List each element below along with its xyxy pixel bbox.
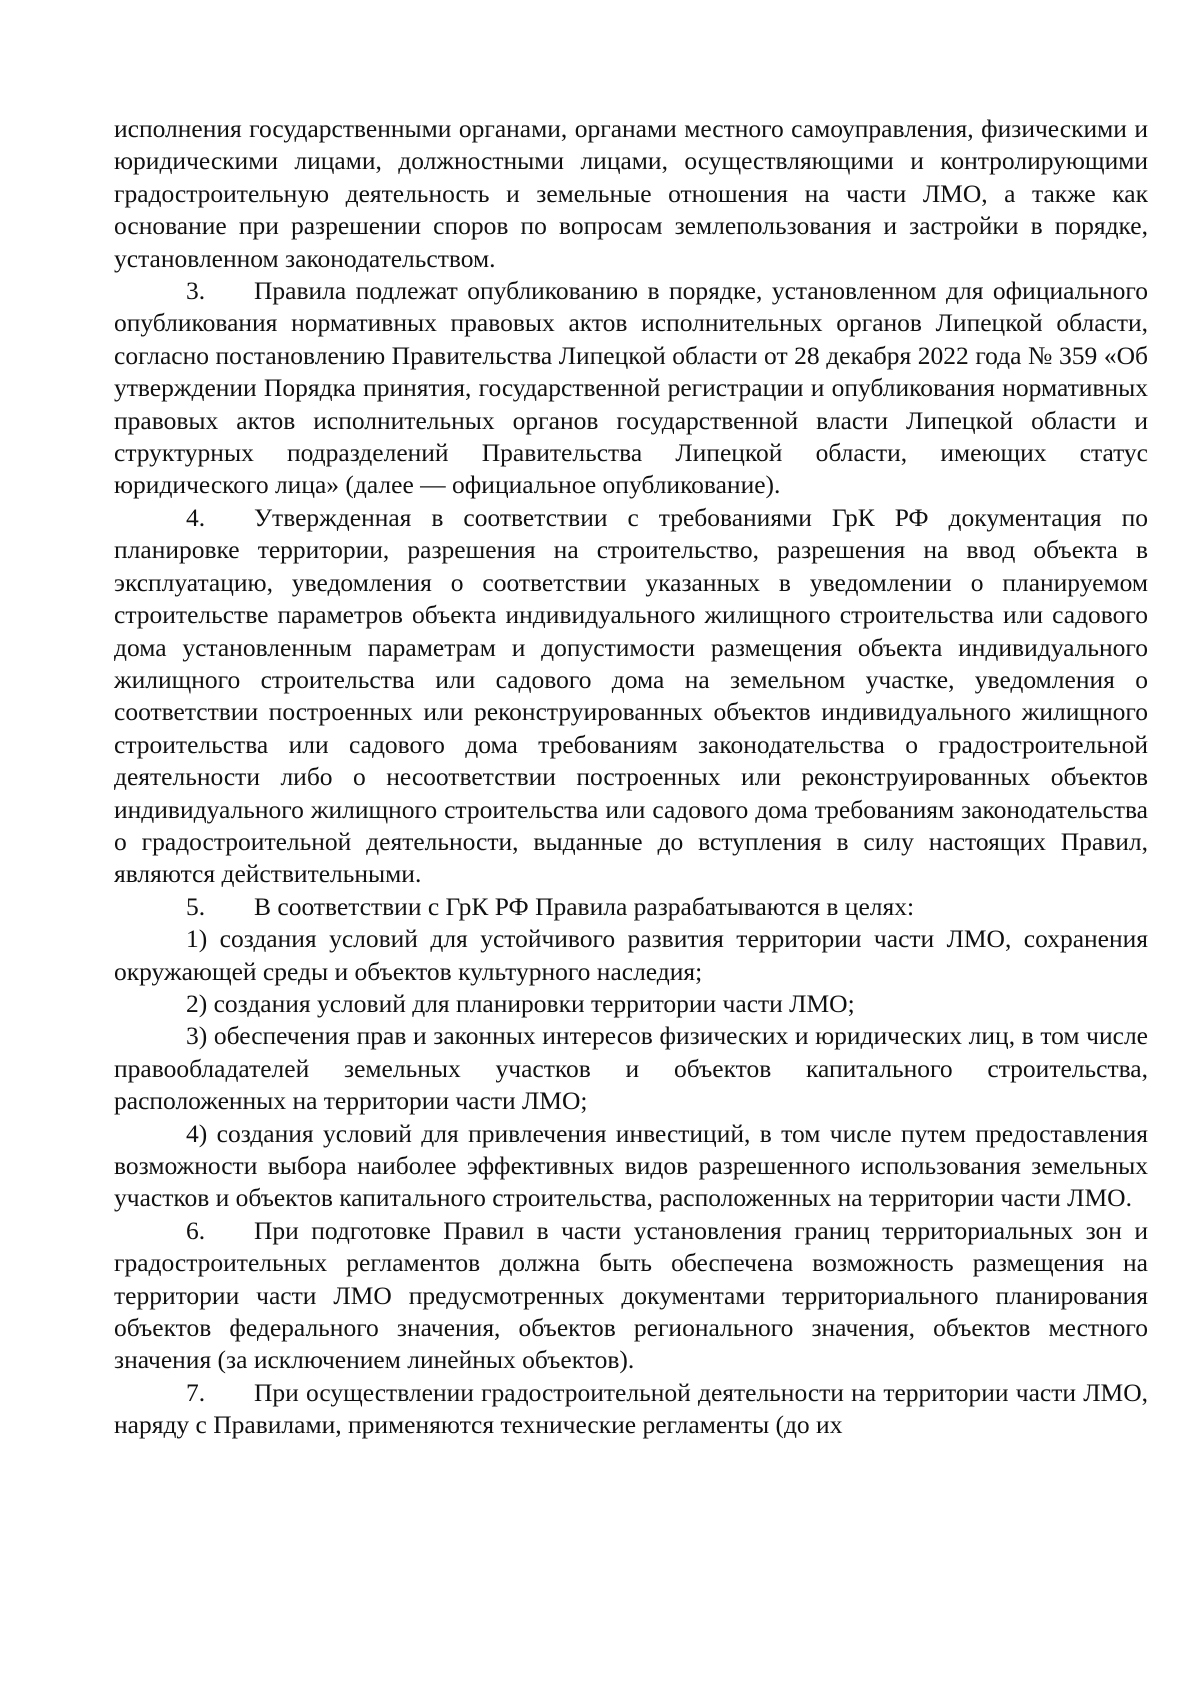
paragraph-5: [114, 891, 1148, 923]
paragraph-text: исполнения государственными органами, органами местного самоуправления, физическими и юридическими лицами, должностными лицами, осуществляющими и контролирующими градостроительную деятельность и земельные отношения на части ЛМО, а также как основание при разрешении споров по вопросам землепользования и застройки в порядке, установленном законодательством.: [114, 114, 1148, 273]
list-item-1: [114, 923, 1148, 988]
paragraph-text: В соответствии с ГрК РФ Правила разрабатываются в целях:: [254, 891, 915, 921]
paragraph-7: [114, 1377, 1148, 1442]
list-item-3: [114, 1020, 1148, 1117]
paragraph-number: 7.: [186, 1377, 206, 1407]
paragraph-text: При подготовке Правил в части установления границ территориальных зон и градостроительных регламентов должна быть обеспечена возможность размещения на территории части ЛМО предусмотренных документами территориального планирования объектов федерального значения, объектов регионального значения, объектов местного значения (за исключением линейных объектов).: [114, 1215, 1148, 1375]
paragraph-number: 6.: [186, 1215, 206, 1245]
document-body: [114, 113, 1148, 1442]
list-item-text: 2) создания условий для планировки территории части ЛМО;: [186, 988, 855, 1018]
paragraph-3: [114, 275, 1148, 502]
paragraph-6: [114, 1215, 1148, 1377]
list-item-4: [114, 1118, 1148, 1215]
paragraph-number: 4.: [186, 502, 206, 532]
paragraph-number: 3.: [186, 276, 206, 306]
list-item-text: 3) обеспечения прав и законных интересов физических и юридических лиц, в том числе правообладателей земельных участков и объектов капитального строительства, расположенных на территории части ЛМО;: [114, 1021, 1148, 1116]
paragraph-text: При осуществлении градостроительной деятельности на территории части ЛМО, наряду с Правилами, применяются технические регламенты (до их: [114, 1377, 1148, 1440]
paragraph-number: 5.: [186, 891, 206, 921]
paragraph-continuation: [114, 113, 1148, 275]
list-item-text: 4) создания условий для привлечения инвестиций, в том числе путем предоставления возможности выбора наиболее эффективных видов разрешенного использования земельных участков и объектов капитального строительства, расположенных на территории части ЛМО.: [114, 1118, 1148, 1213]
paragraph-text: Правила подлежат опубликованию в порядке, установленном для официального опубликования нормативных правовых актов исполнительных органов Липецкой области, согласно постановлению Правительства Липецкой области от 28 декабря 2022 года № 359 «Об утверждении Порядка принятия, государственной регистрации и опубликования нормативных правовых актов исполнительных органов государственной власти Липецкой области и структурных подразделений Правительства Липецкой области, имеющих статус юридического лица» (далее — официальное опубликование).: [114, 276, 1148, 500]
paragraph-text: Утвержденная в соответствии с требованиями ГрК РФ документация по планировке территории, разрешения на строительство, разрешения на ввод объекта в эксплуатацию, уведомления о соответствии указанных в уведомлении о планируемом строительстве параметров объекта индивидуального жилищного строительства или садового дома установленным параметрам и допустимости размещения объекта индивидуального жилищного строительства или садового дома на земельном участке, уведомления о соответствии построенных или реконструированных объектов индивидуального жилищного строительства или садового дома требованиям законодательства о градостроительной деятельности либо о несоответствии построенных или реконструированных объектов индивидуального жилищного строительства или садового дома требованиям законодательства о градостроительной деятельности, выданные до вступления в силу настоящих Правил, являются действительными.: [114, 502, 1148, 889]
list-item-text: 1) создания условий для устойчивого развития территории части ЛМО, сохранения окружающей среды и объектов культурного наследия;: [114, 924, 1148, 986]
paragraph-4: [114, 502, 1148, 891]
list-item-2: [114, 988, 1148, 1020]
